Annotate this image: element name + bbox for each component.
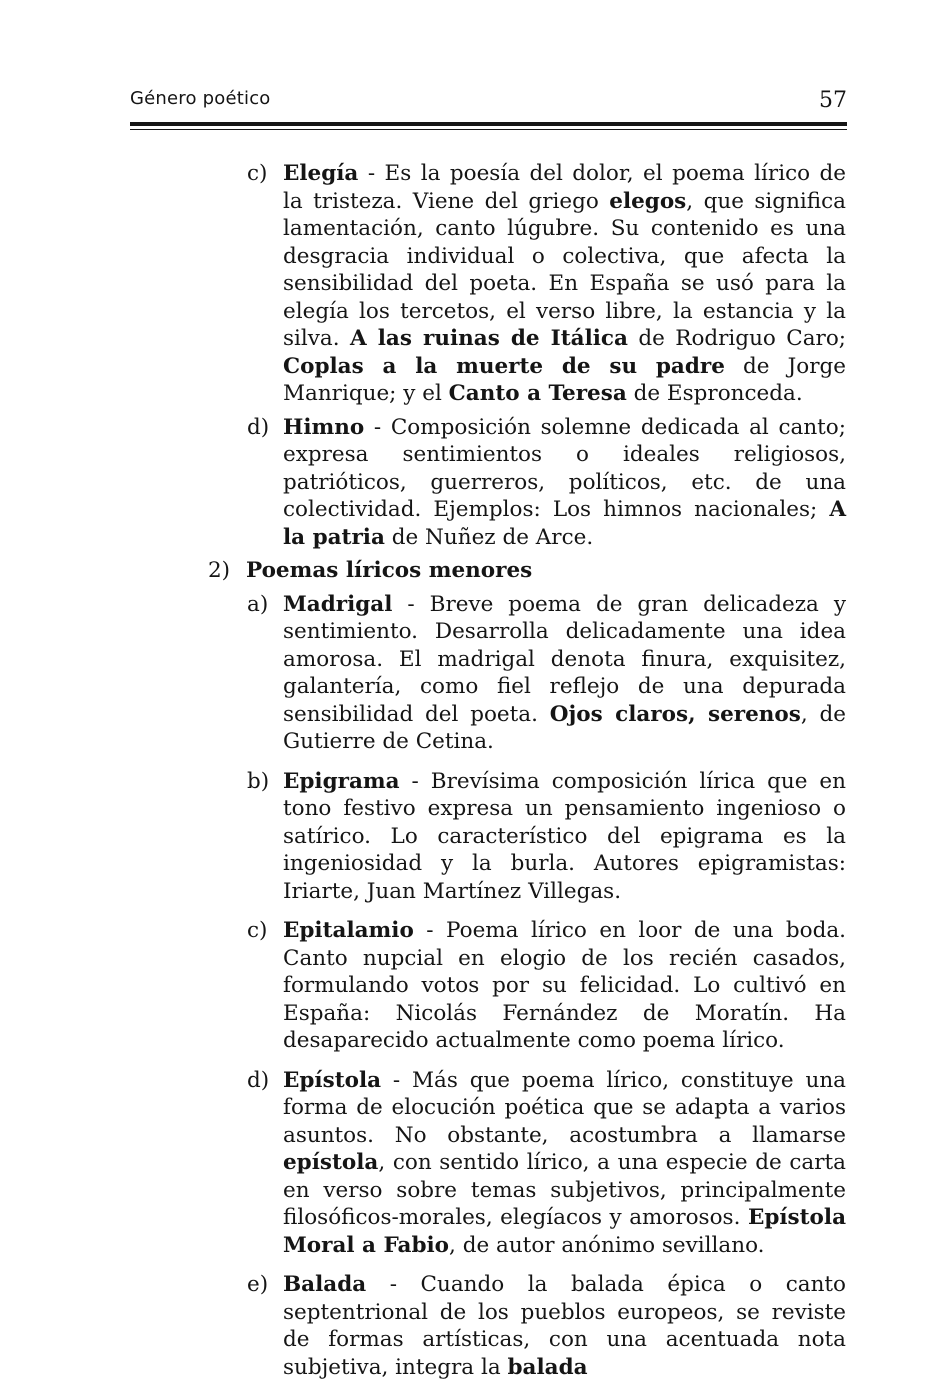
term: Balada: [283, 1272, 367, 1297]
list-marker: 2): [208, 558, 231, 583]
list-item-balada: [247, 1271, 846, 1381]
running-header-title: Género poético: [130, 88, 271, 109]
text-run: , de Gutierre de Cetina.: [283, 701, 846, 754]
text-run: de Jorge Manrique; y el: [283, 353, 846, 406]
work-title: A las ruinas de Itálica: [350, 326, 628, 351]
term: Epigrama: [283, 768, 400, 794]
page-number: 57: [819, 88, 847, 113]
work-title: Ojos claros, serenos: [549, 701, 801, 727]
text-run: - Brevísima composición lírica que en tono festivo expresa un pensamiento ingenioso o satírico. Lo característico del epigrama es la ingeniosidad y la burla. Autores epigramistas: Iriarte, Juan Martínez Villegas.: [283, 768, 846, 904]
work-title: Canto a Teresa: [448, 381, 627, 406]
list-item-madrigal: [247, 591, 846, 756]
text-run: , que significa lamentación, canto lúgubre. Su contenido es una desgracia individual o colectiva, que afecta la sensibilidad del poeta. En España se usó para la elegía los tercetos, el verso libre, la estancia y la silva.: [283, 188, 846, 351]
page-body: [0, 160, 934, 1381]
term: elegos: [609, 188, 687, 214]
list-marker: b): [247, 768, 270, 794]
section-heading-poemas-liricos-menores: [208, 557, 846, 585]
text-run: - Es la poesía del dolor, el poema lírico de la tristeza. Viene del griego: [283, 161, 846, 214]
list-item-epistola: [247, 1067, 846, 1260]
text-run: de Nuñez de Arce.: [384, 524, 594, 550]
list-marker: d): [247, 1067, 270, 1093]
list-marker: d): [247, 414, 270, 440]
term: balada: [507, 1354, 588, 1380]
list-item-epigrama: [247, 768, 846, 906]
section-title: Poemas líricos menores: [246, 558, 533, 583]
list-item-elegia: [247, 160, 847, 408]
work-title: A la patria: [283, 497, 846, 550]
list-item-epitalamio: [247, 917, 846, 1055]
text-run: - Breve poema de gran delicadeza y sentimiento. Desarrolla delicadamente una idea amorosa. El madrigal denota finura, exquisitez, galantería, como fiel reflejo de una depurada sensibilidad del poeta.: [283, 591, 846, 727]
header-rule-thick: [130, 122, 847, 126]
text-run: - Composición solemne dedicada al canto; expresa sentimientos o ideales religiosos, patrióticos, guerreros, políticos, etc. de una colectividad. Ejemplos: Los himnos nacionales;: [283, 414, 846, 522]
text-run: - Poema lírico en loor de una boda. Canto nupcial en elogio de los recién casados, formulando votos por su felicidad. Lo cultivó en España: Nicolás Fernández de Moratín. Ha desaparecido actualmente como poema lírico.: [283, 918, 846, 1053]
text-run: de Rodriguo Caro;: [627, 326, 847, 351]
term: Himno: [283, 414, 365, 440]
list-marker: a): [247, 591, 269, 617]
work-title: Epístola Moral a Fabio: [283, 1205, 846, 1258]
running-header: [130, 88, 847, 118]
list-marker: c): [247, 161, 268, 186]
text-run: - Cuando la balada épica o canto septentrional de los pueblos europeos, se reviste de formas artísticas, con una acentuada nota subjetiva, integra la: [283, 1272, 846, 1380]
term: epístola: [283, 1150, 379, 1175]
term: Epístola: [283, 1067, 382, 1093]
term: Madrigal: [283, 591, 393, 617]
list-marker: e): [247, 1272, 269, 1297]
term: Elegía: [283, 161, 359, 186]
work-title: Coplas a la muerte de su padre: [283, 353, 725, 379]
text-run: , de autor anónimo sevillano.: [449, 1232, 765, 1258]
text-run: - Más que poema lírico, constituye una forma de elocución poética que se adapta a varios asuntos. No obstante, acostumbra a llamarse: [283, 1067, 846, 1148]
text-run: , con sentido lírico, a una especie de carta en verso sobre temas subjetivos, principalmente filosóficos-morales, elegíacos y amorosos.: [283, 1150, 846, 1230]
term: Epitalamio: [283, 918, 414, 943]
text-run: de Espronceda.: [626, 381, 803, 406]
list-marker: c): [247, 918, 268, 943]
list-item-himno: [247, 414, 846, 552]
header-rule-thin: [130, 129, 847, 130]
